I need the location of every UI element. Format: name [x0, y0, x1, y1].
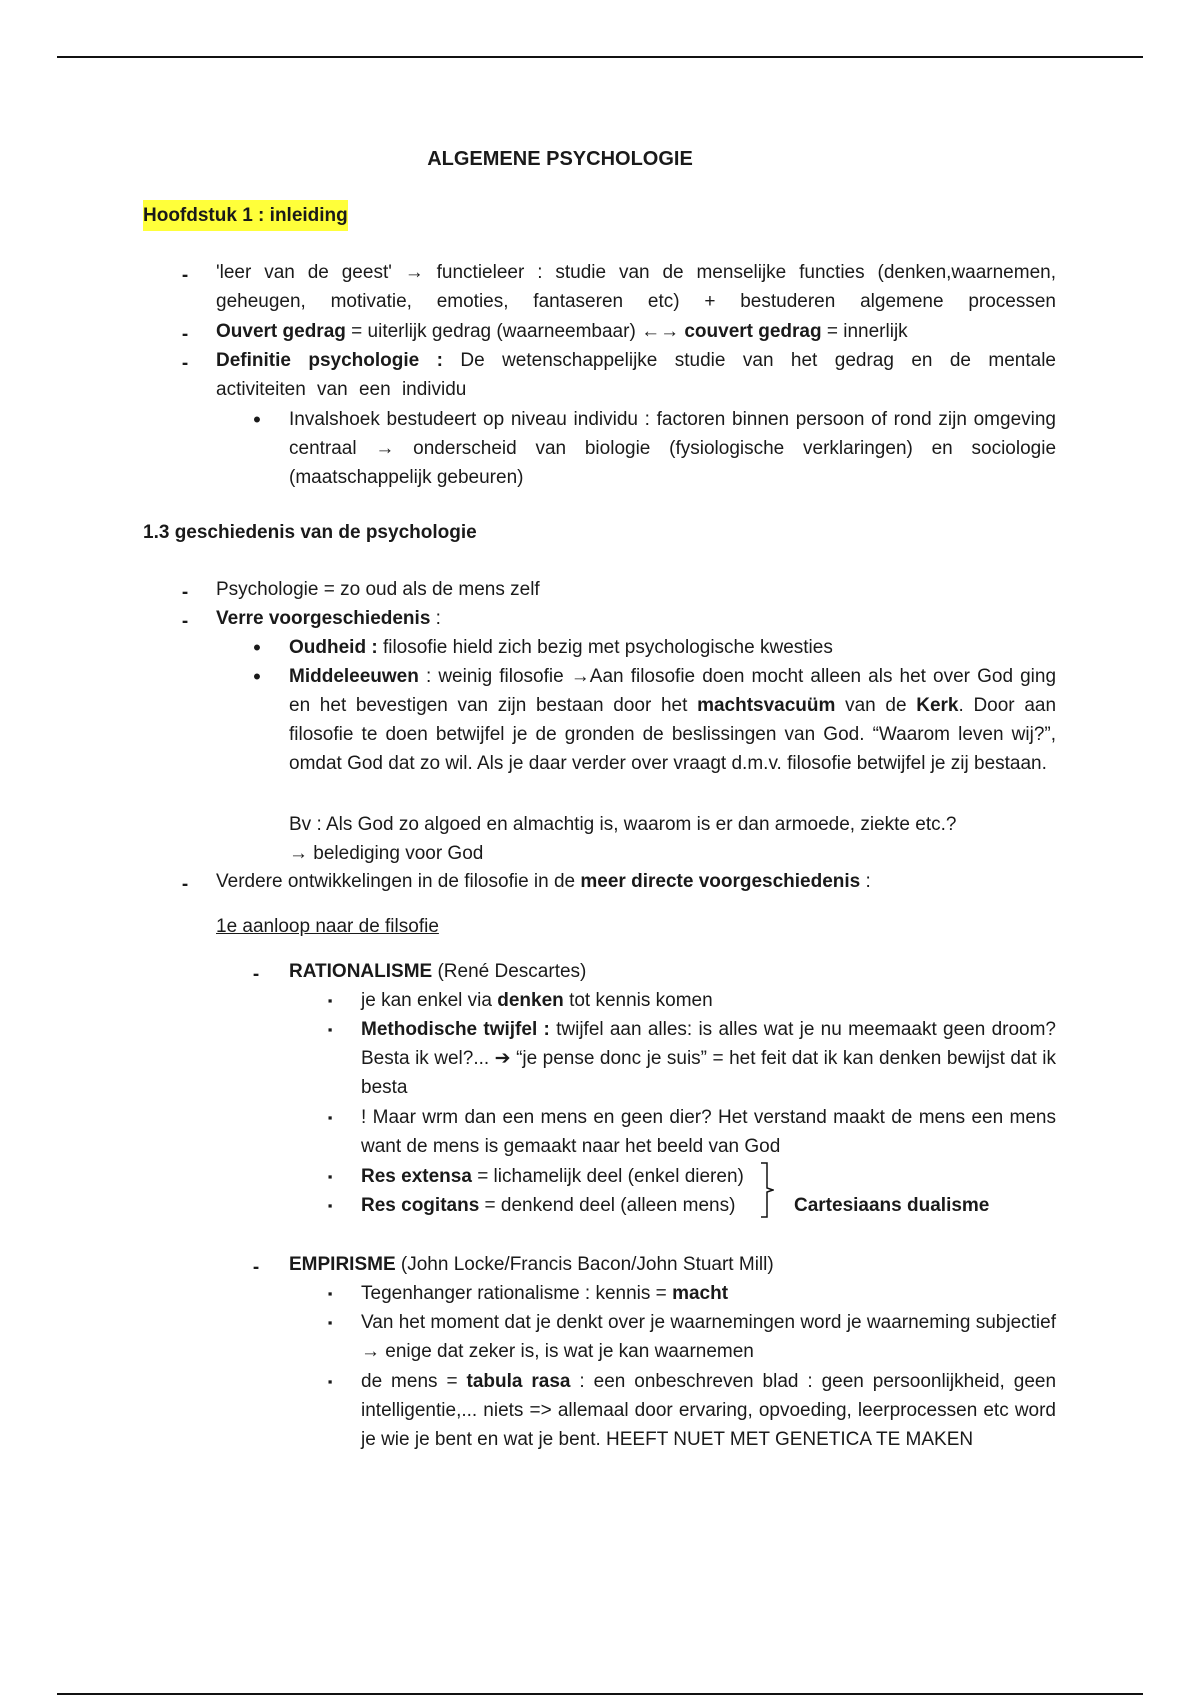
list-bullet: • — [253, 635, 261, 660]
list-item: Res extensa = lichamelijk deel (enkel dieren) — [361, 1166, 744, 1187]
list-item: Invalshoek bestudeert op niveau individu : factoren binnen persoon of rond zijn omgeving centraal → onderscheid van biologie (fysiologische verklaringen) en sociologie (maatschappelijk gebeuren) — [289, 409, 1057, 488]
list-item: Methodische twijfel : twijfel aan alles: is alles wat je nu meemaakt geen droom? Besta ik wel?... ➔ “je pense donc je suis” = het feit dat ik kan denken bewijst dat ik besta — [361, 1019, 1056, 1098]
subheading: 1e aanloop naar de filsofie — [216, 916, 439, 937]
list-item: je kan enkel via denken tot kennis komen — [361, 990, 713, 1011]
page-title: ALGEMENE PSYCHOLOGIE — [427, 148, 693, 170]
list-item: EMPIRISME (John Locke/Francis Bacon/John Stuart Mill) — [289, 1254, 774, 1275]
list-item: 'leer van de geest' → functieleer : studie van de menselijke functies (denken,waarnemen, geheugen, motivatie, emoties, fantaseren etc) + bestuderen algemene processen — [216, 262, 1056, 312]
list-dash: - — [252, 1257, 260, 1278]
list-bullet: • — [253, 407, 261, 432]
list-square: ▪ — [327, 1110, 333, 1125]
list-square: ▪ — [327, 993, 333, 1008]
list-bullet: • — [253, 664, 261, 689]
list-dash: - — [181, 324, 189, 345]
example-line: → belediging voor God — [289, 843, 484, 864]
list-item: de mens = tabula rasa : een onbeschreven blad : geen persoonlijkheid, geen intelligentie,... niets => allemaal door ervaring, opvoeding, leerprocessen etc word je wie je bent en wat je bent. HEEFT NUET MET GENETICA TE MAKEN — [361, 1371, 1057, 1450]
double-arrow-icon: ←→ — [641, 321, 680, 342]
list-square: ▪ — [327, 1315, 333, 1330]
list-item: ! Maar wrm dan een mens en geen dier? Het verstand maakt de mens een mens want de mens is gemaakt naar het beeld van God — [361, 1107, 1056, 1157]
arrow-icon: → — [361, 1341, 380, 1362]
list-item: Tegenhanger rationalisme : kennis = macht — [361, 1283, 729, 1304]
list-item: Ouvert gedrag = uiterlijk gedrag (waarneembaar) ←→ couvert gedrag = innerlijk — [216, 321, 908, 342]
list-dash: - — [181, 611, 189, 632]
list-square: ▪ — [327, 1198, 333, 1213]
list-square: ▪ — [327, 1169, 333, 1184]
list-square: ▪ — [327, 1374, 333, 1389]
list-dash: - — [181, 582, 189, 603]
dualism-label: Cartesiaans dualisme — [794, 1195, 990, 1216]
arrow-icon: ➔ — [494, 1048, 511, 1069]
list-dash: - — [181, 265, 189, 286]
list-item: Definitie psychologie : De wetenschappelijke studie van het gedrag en de mentale activiteiten van een individu — [216, 350, 1057, 400]
list-item: Verdere ontwikkelingen in de filosofie in de meer directe voorgeschiedenis : — [216, 871, 871, 892]
brace-icon — [760, 1162, 774, 1218]
chapter-heading: Hoofdstuk 1 : inleiding — [143, 200, 348, 231]
list-item: Res cogitans = denkend deel (alleen mens) — [361, 1195, 736, 1216]
list-dash: - — [181, 874, 189, 895]
list-item: Middeleeuwen : weinig filosofie →Aan filosofie doen mocht alleen als het over God ging en het bevestigen van zijn bestaan door het machtsvacuüm van de Kerk. Door aan filosofie te doen betwijfel je de gronden de beslissingen van God. “Waarom leven wij?”, omdat God dat zo wil. Als je daar verder over vraagt d.m.v. filosofie betwijfel je zij bestaan. — [289, 666, 1057, 774]
list-dash: - — [181, 353, 189, 374]
arrow-icon: → — [570, 666, 590, 687]
list-square: ▪ — [327, 1286, 333, 1301]
section-heading: 1.3 geschiedenis van de psychologie — [143, 522, 477, 543]
list-square: ▪ — [327, 1022, 333, 1037]
arrow-icon: → — [404, 262, 424, 283]
arrow-icon: → — [289, 843, 308, 864]
arrow-icon: → — [375, 438, 395, 459]
list-item: Psychologie = zo oud als de mens zelf — [216, 579, 540, 600]
list-dash: - — [252, 964, 260, 985]
list-item: Verre voorgeschiedenis : — [216, 608, 441, 629]
list-item: RATIONALISME (René Descartes) — [289, 961, 587, 982]
list-item: Van het moment dat je denkt over je waarnemingen word je waarneming subjectief → enige dat zeker is, is wat je kan waarnemen — [361, 1312, 1056, 1362]
example-line: Bv : Als God zo algoed en almachtig is, waarom is er dan armoede, ziekte etc.? — [289, 814, 957, 835]
list-item: Oudheid : filosofie hield zich bezig met psychologische kwesties — [289, 637, 833, 658]
